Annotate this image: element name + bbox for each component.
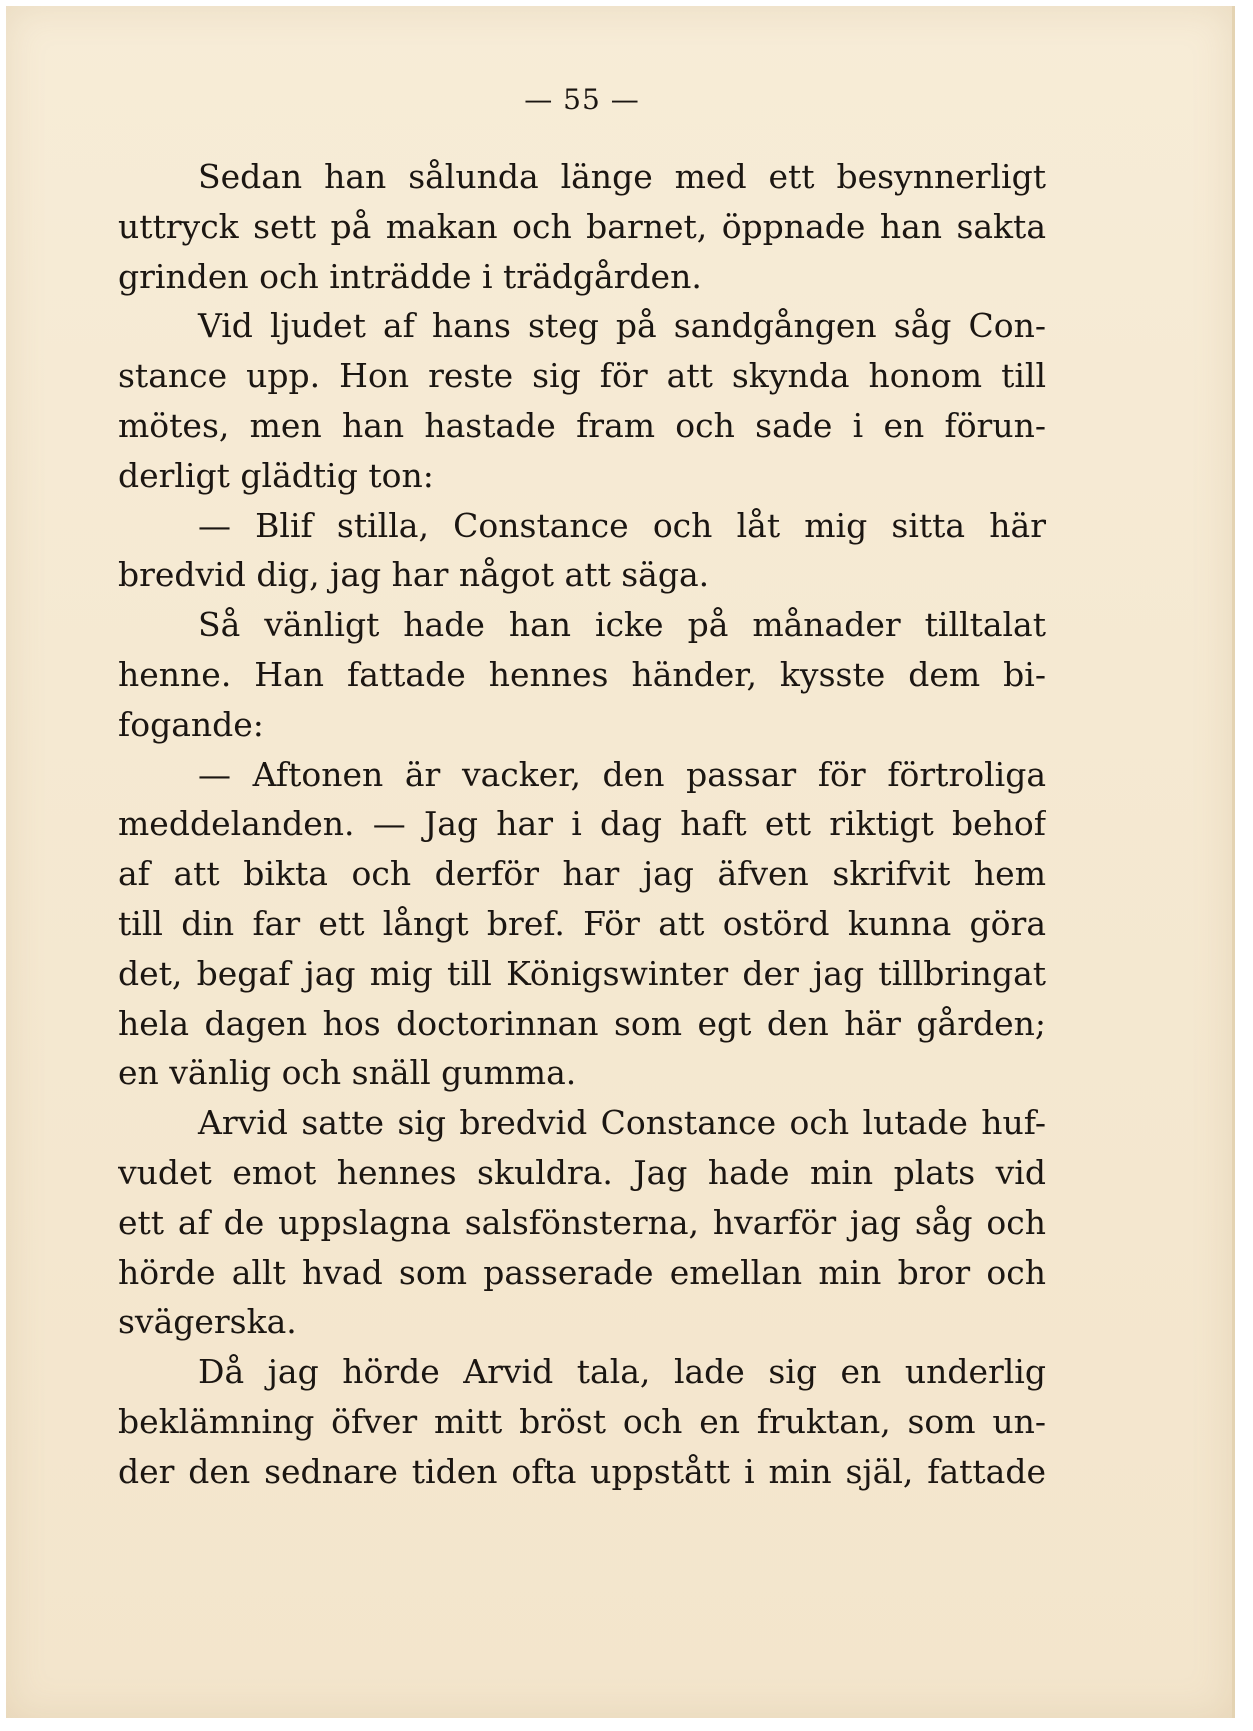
text-line: till din far ett långt bref. För att ostörd kunna göra <box>118 903 1046 943</box>
text-line: der den sednare tiden ofta uppstått i min själ, fattade <box>118 1451 1046 1491</box>
text-line: hörde allt hvad som passerade emellan min bror och <box>118 1252 1046 1292</box>
text-line: svägerska. <box>118 1302 297 1342</box>
text-line: stance upp. Hon reste sig för att skynda honom till <box>118 356 1046 396</box>
text-line: mötes, men han hastade fram och sade i en förun- <box>118 405 1046 445</box>
text-line: Vid ljudet af hans steg på sandgången såg Con- <box>198 306 1046 346</box>
text-line: en vänlig och snäll gumma. <box>118 1053 577 1093</box>
text-line: af att bikta och derför har jag äfven skrifvit hem <box>118 854 1046 894</box>
text-line: det, begaf jag mig till Königswinter der jag tillbringat <box>118 953 1046 993</box>
text-line: — Blif stilla, Constance och låt mig sitta här <box>198 505 1046 545</box>
text-line: grinden och inträdde i trädgården. <box>118 256 702 296</box>
text-block <box>118 82 1046 1497</box>
text-line: henne. Han fattade hennes händer, kysste dem bi- <box>118 654 1046 694</box>
text-line: vudet emot hennes skuldra. Jag hade min plats vid <box>118 1152 1046 1192</box>
text-line: hela dagen hos doctorinnan som egt den här gården; <box>118 1003 1046 1043</box>
text-line: fogande: <box>118 704 264 744</box>
body-text <box>118 152 1046 1497</box>
text-line: Arvid satte sig bredvid Constance och lutade huf- <box>198 1103 1046 1143</box>
text-line: uttryck sett på makan och barnet, öppnade han sakta <box>118 206 1046 246</box>
text-line: Då jag hörde Arvid tala, lade sig en underlig <box>198 1352 1046 1392</box>
text-line: Sedan han sålunda länge med ett besynnerligt <box>198 157 1046 196</box>
text-line: — Aftonen är vacker, den passar för förtroliga <box>198 754 1046 794</box>
text-line: ett af de uppslagna salsfönsterna, hvarför jag såg och <box>118 1202 1046 1242</box>
text-line: beklämning öfver mitt bröst och en fruktan, som un- <box>118 1401 1046 1441</box>
text-line: derligt glädtig ton: <box>118 455 434 495</box>
page-number: — 55 — <box>524 83 640 116</box>
text-line: Så vänligt hade han icke på månader tilltalat <box>198 605 1046 645</box>
text-line: meddelanden. — Jag har i dag haft ett riktigt behof <box>118 804 1046 844</box>
text-line: bredvid dig, jag har något att säga. <box>118 555 710 595</box>
